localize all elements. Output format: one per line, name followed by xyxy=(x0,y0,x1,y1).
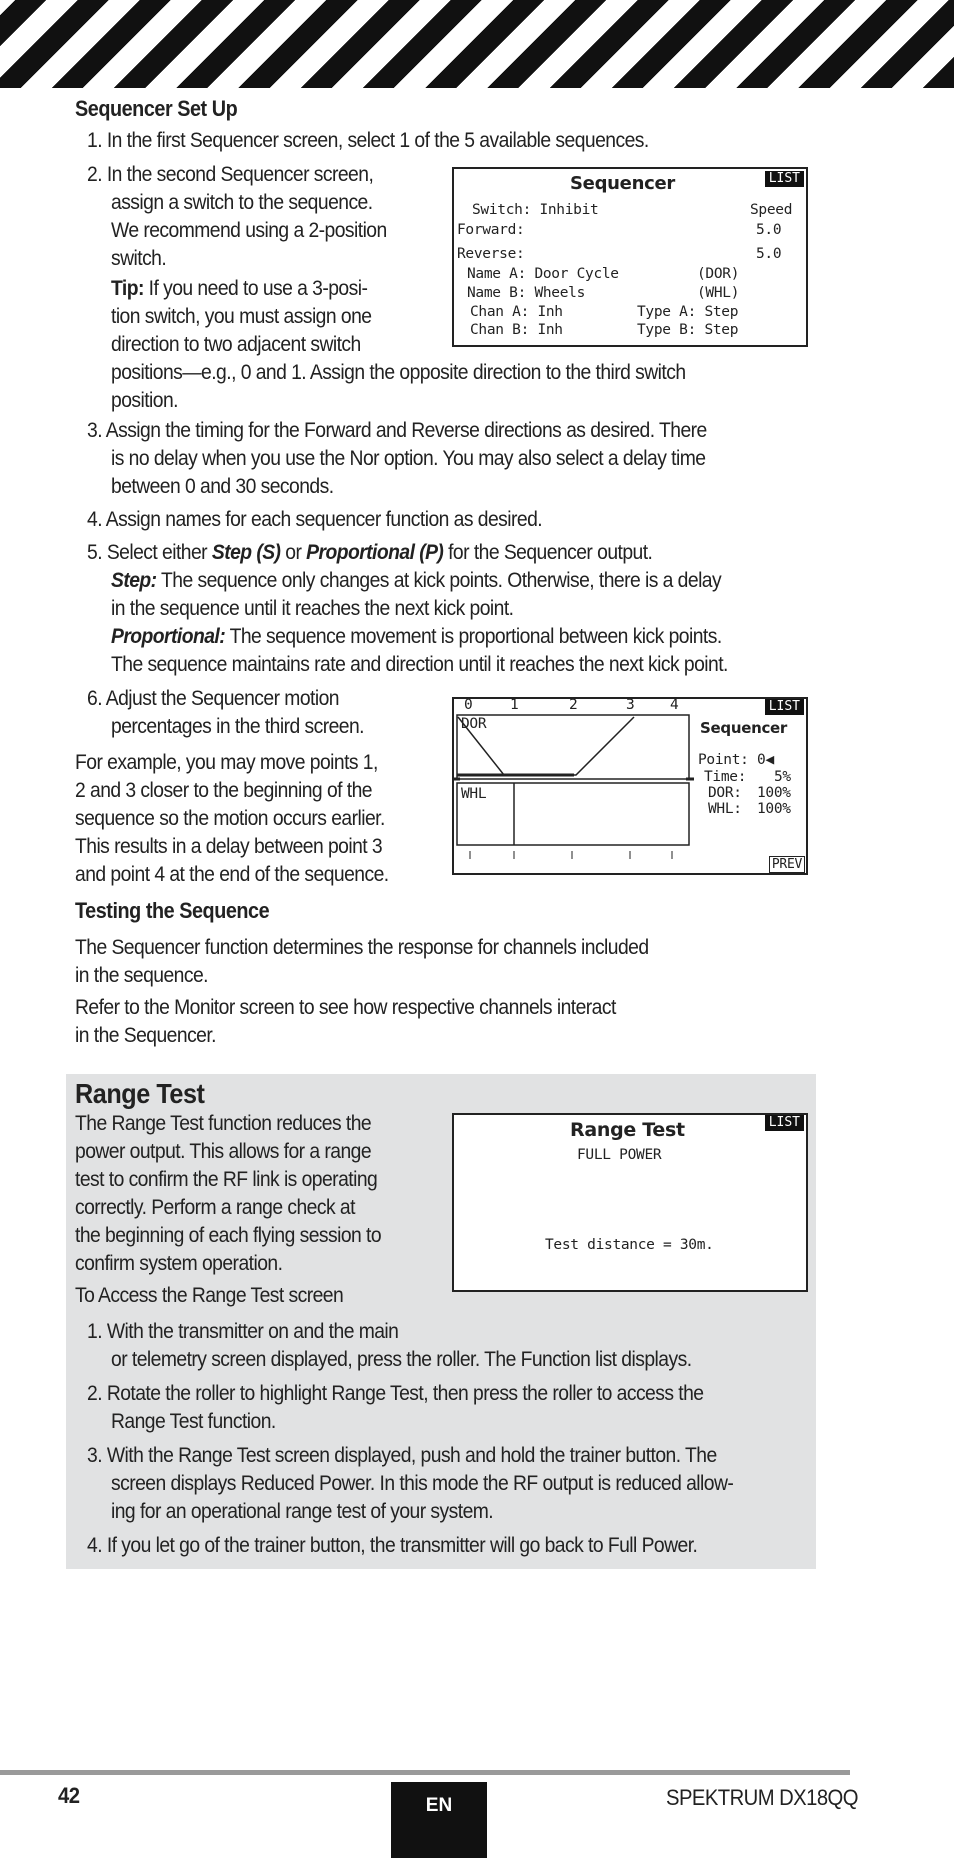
example-line: 2 and 3 closer to the beginning of the xyxy=(75,779,372,802)
lcd-name-a: Name A: Door Cycle xyxy=(467,266,619,282)
range-step-4: 4. If you let go of the trainer button, the transmitter will go back to Full Power. xyxy=(87,1534,698,1557)
page-number: 42 xyxy=(58,1783,80,1808)
tick-label: 2 xyxy=(569,697,578,713)
sequencer-motion-screen-image xyxy=(452,697,808,875)
lcd-whl: WHL: xyxy=(708,801,742,817)
step-6-line: 6. Adjust the Sequencer motion xyxy=(87,687,339,710)
range-step-1-line: or telemetry screen displayed, press the roller. The Function list displays. xyxy=(111,1348,692,1371)
testing-paragraph-line: in the Sequencer. xyxy=(75,1024,217,1047)
lcd-type-a: Type A: Step xyxy=(637,304,739,320)
product-name: SPEKTRUM DX18QQ xyxy=(666,1785,858,1810)
step-2-line: We recommend using a 2-position xyxy=(111,219,387,242)
sequencer-screen-image xyxy=(452,167,808,347)
tip-line xyxy=(111,275,367,303)
example-line: For example, you may move points 1, xyxy=(75,751,378,774)
step-text: The sequence only changes at kick points. Otherwise, there is a delay xyxy=(156,569,722,592)
step-3-line: 3. Assign the timing for the Forward and Reverse directions as desired. There xyxy=(87,419,707,442)
testing-paragraph-line: Refer to the Monitor screen to see how respective channels interact xyxy=(75,996,616,1019)
language-label: EN xyxy=(425,1795,453,1816)
proportional-definition-line: The sequence maintains rate and direction until it reaches the next kick point. xyxy=(111,653,728,676)
range-step-3-line: 3. With the Range Test screen displayed, push and hold the trainer button. The xyxy=(87,1444,717,1467)
tip-text: If you need to use a 3-posi- xyxy=(143,277,368,300)
step-5-text: or xyxy=(280,541,307,564)
testing-paragraph-line: in the sequence. xyxy=(75,964,208,987)
lcd-speed: Speed xyxy=(750,202,793,218)
range-step-2-line: 2. Rotate the roller to highlight Range Test, then press the roller to access the xyxy=(87,1382,704,1405)
hazard-stripe-banner xyxy=(0,0,954,88)
example-line: sequence so the motion occurs earlier. xyxy=(75,807,385,830)
example-line: This results in a delay between point 3 xyxy=(75,835,383,858)
list-tag: LIST xyxy=(765,171,804,187)
proportional-label: Proportional: xyxy=(111,625,226,648)
example-line: and point 4 at the end of the sequence. xyxy=(75,863,389,886)
step-label: Step: xyxy=(111,569,157,592)
step-3-line: is no delay when you use the Nor option. You may also select a delay time xyxy=(111,447,706,470)
step-5-text: 5. Select either xyxy=(87,541,212,564)
lcd-distance: Test distance = 30m. xyxy=(545,1237,714,1253)
lcd-reverse-value: 5.0 xyxy=(756,246,782,262)
range-access-heading: To Access the Range Test screen xyxy=(75,1284,344,1307)
list-tag: LIST xyxy=(765,699,804,715)
lcd-whl-value: 100% xyxy=(757,801,791,817)
tip-line: tion switch, you must assign one xyxy=(111,305,372,328)
lcd-name-b-code: (WHL) xyxy=(697,285,740,301)
list-tag: LIST xyxy=(765,1115,804,1131)
footer-rule xyxy=(0,1770,850,1775)
step-2-line: assign a switch to the sequence. xyxy=(111,191,373,214)
range-step-1-line: 1. With the transmitter on and the main xyxy=(87,1320,399,1343)
lcd-time: Time: xyxy=(704,769,747,785)
lcd-chan-a: Chan A: Inh xyxy=(470,304,563,320)
range-test-screen-image xyxy=(452,1113,808,1292)
lcd-name-b: Name B: Wheels xyxy=(467,285,586,301)
whl-channel-label: WHL xyxy=(461,786,487,802)
lcd-time-value: 5% xyxy=(774,769,791,785)
tick-label: 1 xyxy=(510,697,519,713)
tick-label: 0 xyxy=(464,697,473,713)
range-step-3-line: screen displays Reduced Power. In this mode the RF output is reduced allow- xyxy=(111,1472,734,1495)
proportional-definition xyxy=(111,623,722,651)
step-definition xyxy=(111,567,721,595)
range-intro-line: confirm system operation. xyxy=(75,1252,283,1275)
tip-line: direction to two adjacent switch xyxy=(111,333,361,356)
tip-line: positions—e.g., 0 and 1. Assign the opposite direction to the third switch xyxy=(111,361,686,384)
range-intro-line: test to confirm the RF link is operating xyxy=(75,1168,378,1191)
lcd-forward: Forward: xyxy=(457,222,525,238)
range-intro-line: The Range Test function reduces the xyxy=(75,1112,372,1135)
lcd-power: FULL POWER xyxy=(577,1147,662,1163)
lcd-point xyxy=(698,752,774,768)
lcd-title: Sequencer xyxy=(570,173,675,194)
lcd-dor-value: 100% xyxy=(757,785,791,801)
language-tab xyxy=(391,1782,487,1858)
range-step-3-line: ing for an operational range test of your system. xyxy=(111,1500,494,1523)
step-1: 1. In the first Sequencer screen, select 1 of the 5 available sequences. xyxy=(87,129,649,152)
section-heading-sequencer-setup: Sequencer Set Up xyxy=(75,96,238,121)
lcd-chan-b: Chan B: Inh xyxy=(470,322,563,338)
lcd-name-a-code: (DOR) xyxy=(697,266,740,282)
step-3-line: between 0 and 30 seconds. xyxy=(111,475,334,498)
step-6-line: percentages in the third screen. xyxy=(111,715,364,738)
prev-tag: PREV xyxy=(769,856,805,873)
step-2-line: switch. xyxy=(111,247,167,270)
range-intro-line: the beginning of each flying session to xyxy=(75,1224,382,1247)
lcd-title: Sequencer xyxy=(700,719,788,737)
point-text: Point: 0 xyxy=(698,752,766,768)
step-5 xyxy=(87,539,652,567)
lcd-type-b: Type B: Step xyxy=(637,322,739,338)
lcd-title: Range Test xyxy=(570,1119,685,1141)
step-5-text: for the Sequencer output. xyxy=(443,541,653,564)
lcd-dor: DOR: xyxy=(708,785,742,801)
lcd-reverse: Reverse: xyxy=(457,246,525,262)
testing-paragraph-line: The Sequencer function determines the response for channels included xyxy=(75,936,649,959)
section-heading-range-test: Range Test xyxy=(75,1078,205,1109)
step-definition-line: in the sequence until it reaches the next kick point. xyxy=(111,597,514,620)
step-2-line: 2. In the second Sequencer screen, xyxy=(87,163,374,186)
section-heading-testing: Testing the Sequence xyxy=(75,898,270,923)
range-step-2-line: Range Test function. xyxy=(111,1410,276,1433)
proportional-option: Proportional (P) xyxy=(306,541,444,564)
proportional-text: The sequence movement is proportional between kick points. xyxy=(225,625,722,648)
motion-graph xyxy=(454,713,694,873)
tick-label: 3 xyxy=(626,697,635,713)
lcd-forward-value: 5.0 xyxy=(756,222,782,238)
dor-channel-label: DOR xyxy=(461,716,487,732)
lcd-switch: Switch: Inhibit xyxy=(472,202,599,218)
step-option: Step (S) xyxy=(211,541,281,564)
step-4: 4. Assign names for each sequencer function as desired. xyxy=(87,508,543,531)
range-intro-line: power output. This allows for a range xyxy=(75,1140,372,1163)
point-arrow-icon: ◀ xyxy=(765,752,774,768)
tip-label: Tip: xyxy=(111,277,144,300)
tip-line: position. xyxy=(111,389,179,412)
tick-label: 4 xyxy=(670,697,679,713)
range-intro-line: correctly. Perform a range check at xyxy=(75,1196,355,1219)
